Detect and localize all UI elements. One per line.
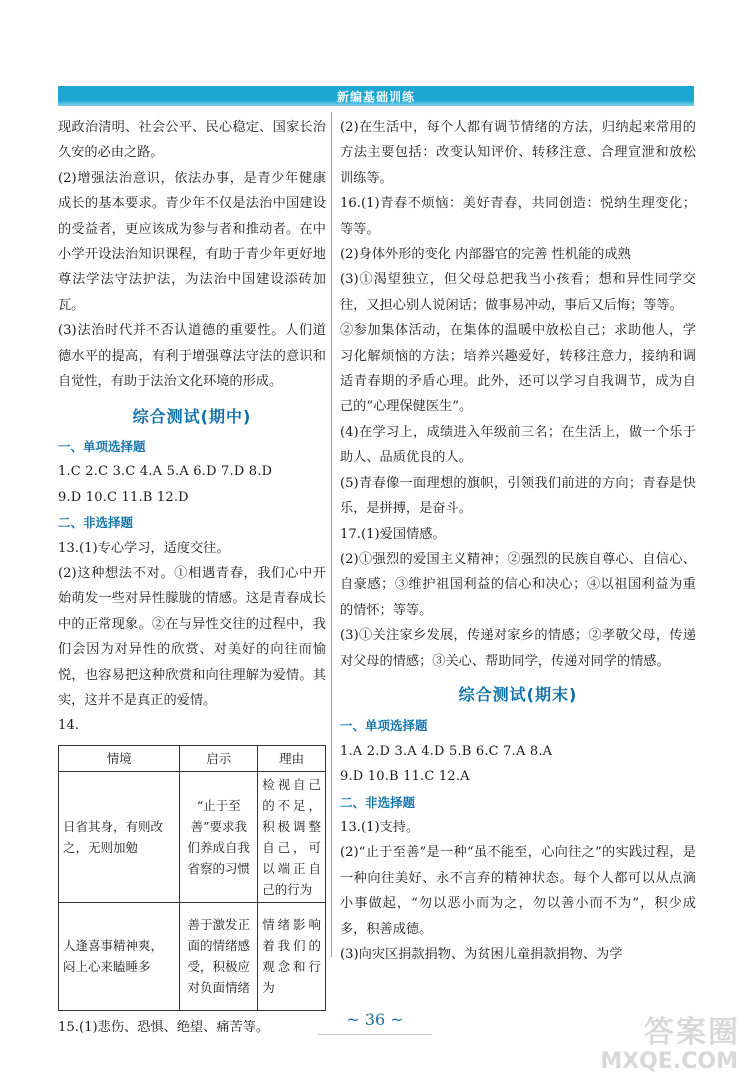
final-q13-2: (2)“止于至善”是一种“虽不能至，心向往之”的实践过程，是一种向往美好、永不言弃的精神状态。每个人都可以从点滴小事做起，“勿以恶小而为之，勿以善小而不为”，积少成多，积善成德。 xyxy=(340,845,696,937)
q14-row1-insight: “止于至善”要求我们养成自我省察的习惯 xyxy=(180,771,258,902)
q14-row2-reason: 情绪影响着我们的观念和行为 xyxy=(258,902,326,1010)
page-number-underline xyxy=(318,1034,432,1035)
right-paragraph-4: (3)①渴望独立，但父母总把我当小孩看；想和异性同学交往，又担心别人说闲话；做事易冲动，事后又后悔；等等。 xyxy=(340,272,696,313)
right-paragraph-8: 17.(1)爱国情感。 xyxy=(340,526,446,542)
left-column xyxy=(58,115,326,1040)
table-row xyxy=(59,771,326,902)
right-paragraph-3: (2)身体外形的变化 内部器官的完善 性机能的成熟 xyxy=(340,247,631,263)
midterm-section-title: 综合测试(期中) xyxy=(132,407,252,427)
right-paragraph-1: (2)在生活中，每个人都有调节情绪的方法，归纳起来常用的方法主要包括：改变认知评价、转移注意、合理宣泄和放松训练等。 xyxy=(340,120,696,186)
midterm-q14: 14. xyxy=(58,718,79,734)
final-q13-3: (3)向灾区捐款捐物、为贫困儿童捐款捐物、为学 xyxy=(340,947,623,962)
final-mc-answers-line1: 1.A 2.D 3.A 4.D 5.B 6.C 7.A 8.A xyxy=(340,743,553,759)
right-paragraph-2: 16.(1)青春不烦恼：美好青春，共同创造：悦纳生理变化；等等。 xyxy=(340,196,696,237)
header-title: 新编基础训练 xyxy=(336,90,415,104)
right-paragraph-7: (5)青春像一面理想的旗帜，引领我们前进的方向；青春是快乐，是拼搏，是奋斗。 xyxy=(340,475,696,517)
midterm-q13-2: (2)这种想法不对。①相遇青春，我们心中开始萌发一些对异性朦胧的情感。这是青春成长中的正常现象。②在与异性交往的过程中，我们会因为对异性的欣赏、对美好的向往而愉悦，也容易把这种欣赏和向往理解为爱情。其实，这并不是真正的爱情。 xyxy=(58,565,326,708)
midterm-q13-1: 13.(1)专心学习，适度交往。 xyxy=(58,540,230,556)
watermark-url: MXQE.COM xyxy=(600,1049,738,1074)
watermark xyxy=(600,1003,744,1081)
q14-row2-insight: 善于激发正面的情绪感受，积极应对负面情绪 xyxy=(180,902,258,1010)
right-paragraph-9: (2)①强烈的爱国主义精神；②强烈的民族自尊心、自信心、自豪感；③维护祖国利益的信心和决心；④以祖国利益为重的情怀；等等。 xyxy=(340,551,696,618)
midterm-q15: 15.(1)悲伤、恐惧、绝望、痛苦等。 xyxy=(58,1019,270,1035)
left-paragraph-3: (3)法治时代并不否认道德的重要性。人们道德水平的提高，有利于增强尊法守法的意识和自觉性，有助于法治文化环境的形成。 xyxy=(58,323,326,390)
header-bar xyxy=(58,86,694,106)
midterm-mc-answers-line2: 9.D 10.C 11.B 12.D xyxy=(58,489,189,505)
table-row xyxy=(59,902,326,1010)
q14-row1-reason: 检视自己的不足，积极调整自己，可以端正自己的行为 xyxy=(258,771,326,902)
midterm-nc-label: 二、非选择题 xyxy=(58,515,134,531)
column-divider xyxy=(331,112,332,957)
q14-table-header-row xyxy=(59,745,326,771)
right-paragraph-6: (4)在学习上，成绩进入年级前三名；在生活上，做一个乐于助人、品质优良的人。 xyxy=(340,424,696,466)
page-number: ~ 36 ~ xyxy=(346,1010,404,1029)
q14-table xyxy=(58,745,326,1011)
q14-header-insight: 启示 xyxy=(180,745,258,771)
q14-header-reason: 理由 xyxy=(258,745,326,771)
left-paragraph-1: 现政治清明、社会公平、民心稳定、国家长治久安的必由之路。 xyxy=(58,120,326,161)
watermark-logo: 答案圈 xyxy=(644,1015,740,1050)
right-column xyxy=(340,115,696,967)
right-paragraph-10: (3)①关注家乡发展，传递对家乡的情感；②孝敬父母，传递对父母的情感；③关心、帮助同学，传递对同学的情感。 xyxy=(340,628,696,669)
left-paragraph-2: (2)增强法治意识，依法办事，是青少年健康成长的基本要求。青少年不仅是法治中国建设的受益者，更应该成为参与者和推动者。在中小学开设法治知识课程，有助于青少年更好地尊法学法守法护法，为法治中国建设添砖加瓦。 xyxy=(58,170,326,313)
final-mc-answers-line2: 9.D 10.B 11.C 12.A xyxy=(340,769,470,785)
q14-row1-situation: 日省其身，有则改之，无则加勉 xyxy=(59,771,180,902)
midterm-mc-answers-line1: 1.C 2.C 3.C 4.A 5.A 6.D 7.D 8.D xyxy=(58,464,273,480)
final-nc-label: 二、非选择题 xyxy=(340,794,416,810)
q14-header-situation: 情境 xyxy=(59,745,180,771)
final-q13-1: 13.(1)支持。 xyxy=(340,819,420,835)
midterm-mc-label: 一、单项选择题 xyxy=(58,438,146,454)
right-paragraph-5: ②参加集体活动，在集体的温暖中放松自己；求助他人，学习化解烦恼的方法；培养兴趣爱好，转移注意力，接纳和调适青春期的矛盾心理。此外，还可以学习自我调节，成为自己的“心理保健医生”。 xyxy=(340,323,696,415)
final-section-title: 综合测试(期末) xyxy=(458,684,578,704)
final-mc-label: 一、单项选择题 xyxy=(340,718,428,734)
q14-row2-situation: 人逢喜事精神爽，闷上心来瞌睡多 xyxy=(59,902,180,1010)
